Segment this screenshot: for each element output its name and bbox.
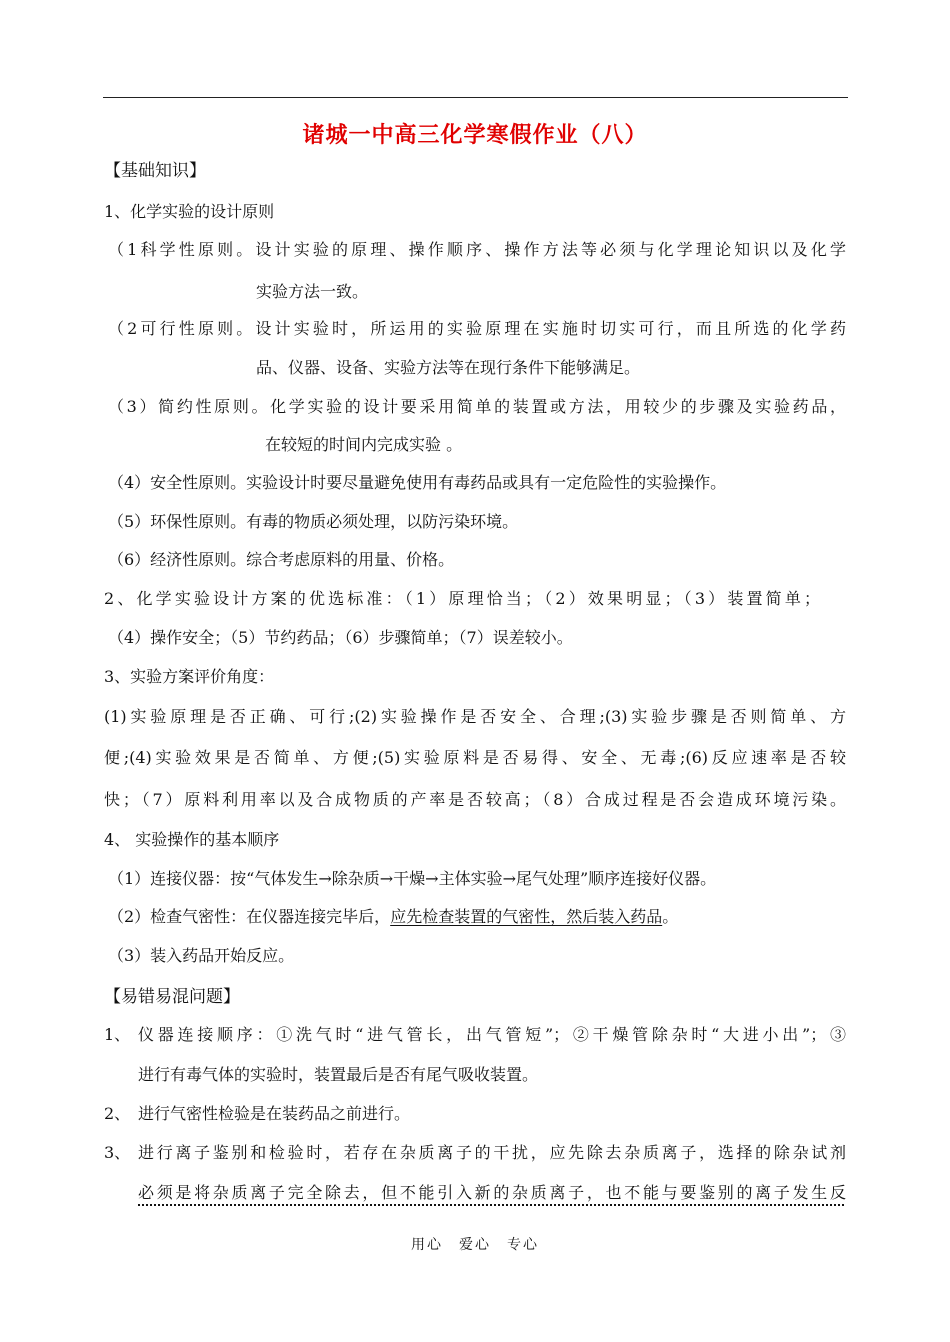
section-heading-basics: 【基础知识】 [104, 161, 206, 181]
pitfall-3-line-1: 进行离子鉴别和检验时，若存在杂质离子的干扰，应先除去杂质离子，选择的除杂试剂 [138, 1143, 846, 1162]
principle-3-line-2: 在较短的时间内完成实验 。 [265, 435, 463, 454]
evaluation-line-1: (1)实验原理是否正确、可行;(2)实验操作是否安全、合理;(3)实验步骤是否则简单、方 [104, 707, 846, 726]
pitfall-1-line-2: 进行有毒气体的实验时，装置最后是否有尾气吸收装置。 [138, 1065, 539, 1084]
step-1: （1）连接仪器：按“气体发生→除杂质→干燥→主体实验→尾气处理”顺序连接好仪器。 [108, 869, 717, 888]
evaluation-line-2: 便;(4)实验效果是否简单、方便;(5)实验原料是否易得、安全、无毒;(6)反应速率是否较 [104, 748, 846, 767]
principle-4: （4）安全性原则。实验设计时要尽量避免使用有毒药品或具有一定危险性的实验操作。 [108, 473, 727, 492]
pitfall-3-line-2-dotted-emphasis: 必须是将杂质离子完全除去，但不能引入新的杂质离子，也不能与要鉴别的离子发生反 [138, 1183, 846, 1202]
paragraph-2-line-1: 2、化学实验设计方案的优选标准：（1）原理恰当；（2）效果明显；（3）装置简单； [104, 589, 820, 608]
principle-3-line-1: （3）简约性原则。化学实验的设计要采用简单的装置或方法，用较少的步骤及实验药品， [108, 397, 846, 416]
paragraph-4: 4、 实验操作的基本顺序 [104, 830, 280, 849]
principle-6: （6）经济性原则。综合考虑原料的用量、价格。 [108, 550, 455, 569]
pitfall-1-line-1: 仪器连接顺序：①洗气时“进气管长，出气管短”；②干燥管除杂时“大进小出”；③ [138, 1025, 846, 1044]
step-2-text: （2）检查气密性：在仪器连接完毕后， [108, 907, 391, 926]
paragraph-1: 1、化学实验的设计原则 [104, 202, 275, 221]
principle-1-line-1: （1科学性原则。设计实验的原理、操作顺序、操作方法等必须与化学理论知识以及化学 [108, 240, 846, 259]
paragraph-2-line-2: （4）操作安全；（5）节约药品；（6）步骤简单；（7）误差较小。 [108, 628, 573, 647]
pitfall-1-number: 1、 [104, 1025, 131, 1044]
principle-2-line-1: （2可行性原则。设计实验时，所运用的实验原理在实施时切实可行，而且所选的化学药 [108, 319, 846, 338]
pitfall-2-number: 2、 [104, 1104, 131, 1123]
step-2-end: 。 [662, 907, 679, 926]
step-2-underlined-text: 应先检查装置的气密性，然后装入药品 [390, 907, 663, 926]
step-3: （3）装入药品开始反应。 [108, 946, 295, 965]
header-rule [103, 97, 848, 98]
principle-1-line-2: 实验方法一致。 [256, 282, 369, 301]
pitfall-2-text: 进行气密性检验是在装药品之前进行。 [138, 1104, 411, 1123]
evaluation-line-3: 快；（7）原料利用率以及合成物质的产率是否较高；（8）合成过程是否会造成环境污染。 [104, 790, 846, 809]
document-title: 诸城一中高三化学寒假作业（八） [302, 123, 648, 148]
page-footer: 用心 爱心 专心 [411, 1237, 539, 1253]
principle-2-line-2: 品、仪器、设备、实验方法等在现行条件下能够满足。 [256, 358, 641, 377]
pitfall-3-number: 3、 [104, 1143, 131, 1162]
paragraph-3: 3、实验方案评价角度： [104, 667, 275, 686]
step-2 [108, 905, 678, 929]
section-heading-pitfalls: 【易错易混问题】 [104, 987, 240, 1007]
principle-5: （5）环保性原则。有毒的物质必须处理，以防污染环境。 [108, 512, 519, 531]
